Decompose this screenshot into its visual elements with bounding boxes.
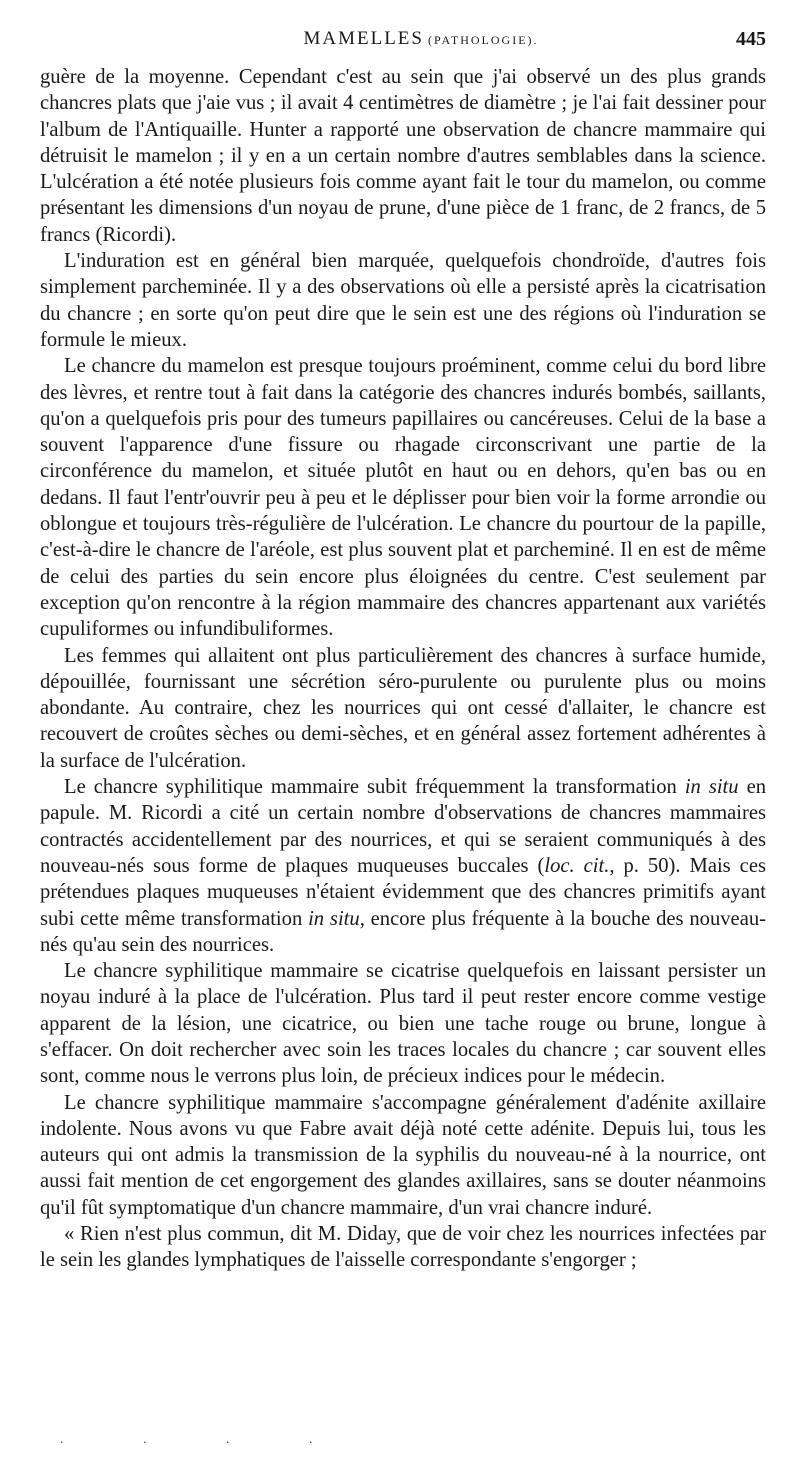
- italic-text: in situ: [684, 776, 739, 799]
- paragraph-text: Les femmes qui allaitent ont plus particulièrement des chancres à surface humide, dépouillée, fournissant une sécrétion séro-purulente ou purulente plus ou moins abondante. Au contraire, chez les nourrices qui ont cessé d'allaiter, le chancre est recouvert de croûtes sèches ou demi-sèches, et en général assez fortement adhérentes à la surface de l'ulcération.: [40, 644, 766, 772]
- paragraph: [40, 643, 766, 774]
- paragraph-text: L'induration est en général bien marquée, quelquefois chondroïde, d'autres fois simplement parcheminée. Il y a des observations où elle a persisté après la cicatrisation du chancre ; en sorte qu'on peut dire que le sein est une des régions où l'induration se formule le mieux.: [40, 250, 766, 351]
- running-header: [40, 28, 766, 58]
- paragraph: [40, 1221, 766, 1274]
- paragraph: [40, 248, 766, 353]
- page-number: 445: [736, 28, 766, 50]
- paragraph-text: « Rien n'est plus commun, dit M. Diday, que de voir chez les nourrices infectées par le sein les glandes lymphatiques de l'aisselle correspondante s'engorger ;: [40, 1223, 766, 1272]
- paragraph: [40, 1090, 766, 1221]
- paragraph-text: guère de la moyenne. Cependant c'est au sein que j'ai observé un des plus grands chancres plats que j'aie vus ; il avait 4 centimètres de diamètre ; je l'ai fait dessiner pour l'album de l'Antiquaille. Hunter a rapporté une observation de chancre mammaire qui détruisit le mamelon ; il y en a un certain nombre d'autres semblables dans la science. L'ulcération a été notée plusieurs fois comme ayant fait le tour du mamelon, ou comme présentant les dimensions d'un noyau de prune, d'une pièce de 1 franc, de 2 francs, de 5 francs (Ricordi).: [40, 66, 766, 246]
- italic-text: in situ: [308, 907, 360, 930]
- book-page: [40, 28, 766, 1274]
- paragraph-text: Le chancre du mamelon est presque toujours proéminent, comme celui du bord libre des lèvres, et rentre tout à fait dans la catégorie des chancres indurés bombés, saillants, qu'on a quelquefois pris pour des tumeurs papillaires ou cancéreuses. Celui de la base a souvent l'apparence d'une fissure ou rhagade circonscrivant une partie de la circonférence du mamelon, et située plutôt en haut ou en dehors, qu'en bas ou en dedans. Il faut l'entr'ouvrir peu à peu et le déplisser pour bien voir la forme arrondie ou oblongue et toujours très-régulière de l'ulcération. Le chancre du pourtour de la papille, c'est-à-dire le chancre de l'aréole, est plus souvent plat et parcheminé. Il en est de même de celui des parties du sein encore plus éloignées du centre. C'est seulement par exception qu'on rencontre à la région mammaire des chancres appartenant aux variétés cupuliformes ou infundibuliformes.: [40, 355, 766, 641]
- paragraph-text: Le chancre syphilitique mammaire s'accompagne généralement d'adénite axillaire indolente. Nous avons vu que Fabre avait déjà noté cette adénite. Depuis lui, tous les auteurs qui ont admis la transmission de la syphilis du nouveau-né à la nourrice, ont aussi fait mention de cet engorgement des glandes axillaires, sans se douter néanmoins qu'il fût symptomatique d'un chancre mammaire, d'un vrai chancre induré.: [40, 1091, 766, 1219]
- italic-text: loc. cit.: [544, 854, 610, 877]
- running-title: [303, 28, 538, 50]
- paragraph-text: Le chancre syphilitique mammaire subit fréquemment la transformation: [64, 776, 685, 799]
- paragraph-text: , encore plus fréquente à la bouche des nouveau-nés qu'au sein des nourrices.: [40, 907, 766, 956]
- body-text: [40, 64, 766, 1274]
- paragraph-text: en papule. M. Ricordi a cité un certain nombre d'observations de chancres mammaires contractés accidentellement par des nourrices, et qui se seraient communiqués à des nouveau-nés sous forme de plaques muqueuses buccales (: [40, 776, 767, 877]
- running-title-text: MAMELLES: [303, 28, 424, 49]
- paragraph-text: Le chancre syphilitique mammaire se cicatrise quelquefois en laissant persister un noyau induré à la place de l'ulcération. Plus tard il peut rester encore comme vestige apparent de la lésion, une cicatrice, ou bien une tache rouge ou brune, longue à s'effacer. On doit rechercher avec soin les traces locales du chancre ; car souvent elles sont, comme nous le verrons plus loin, de précieux indices pour le médecin.: [40, 960, 766, 1088]
- running-subtitle: (PATHOLOGIE).: [427, 33, 539, 47]
- paragraph-text: , p. 50). Mais ces prétendues plaques muqueuses n'étaient évidemment que des chancres primitifs ayant subi cette même transformation: [40, 854, 766, 930]
- paragraph: [40, 353, 766, 642]
- paragraph: [40, 774, 766, 958]
- footer-specks: . . . .: [60, 1432, 351, 1447]
- paragraph: [40, 958, 766, 1089]
- paragraph: [40, 64, 766, 248]
